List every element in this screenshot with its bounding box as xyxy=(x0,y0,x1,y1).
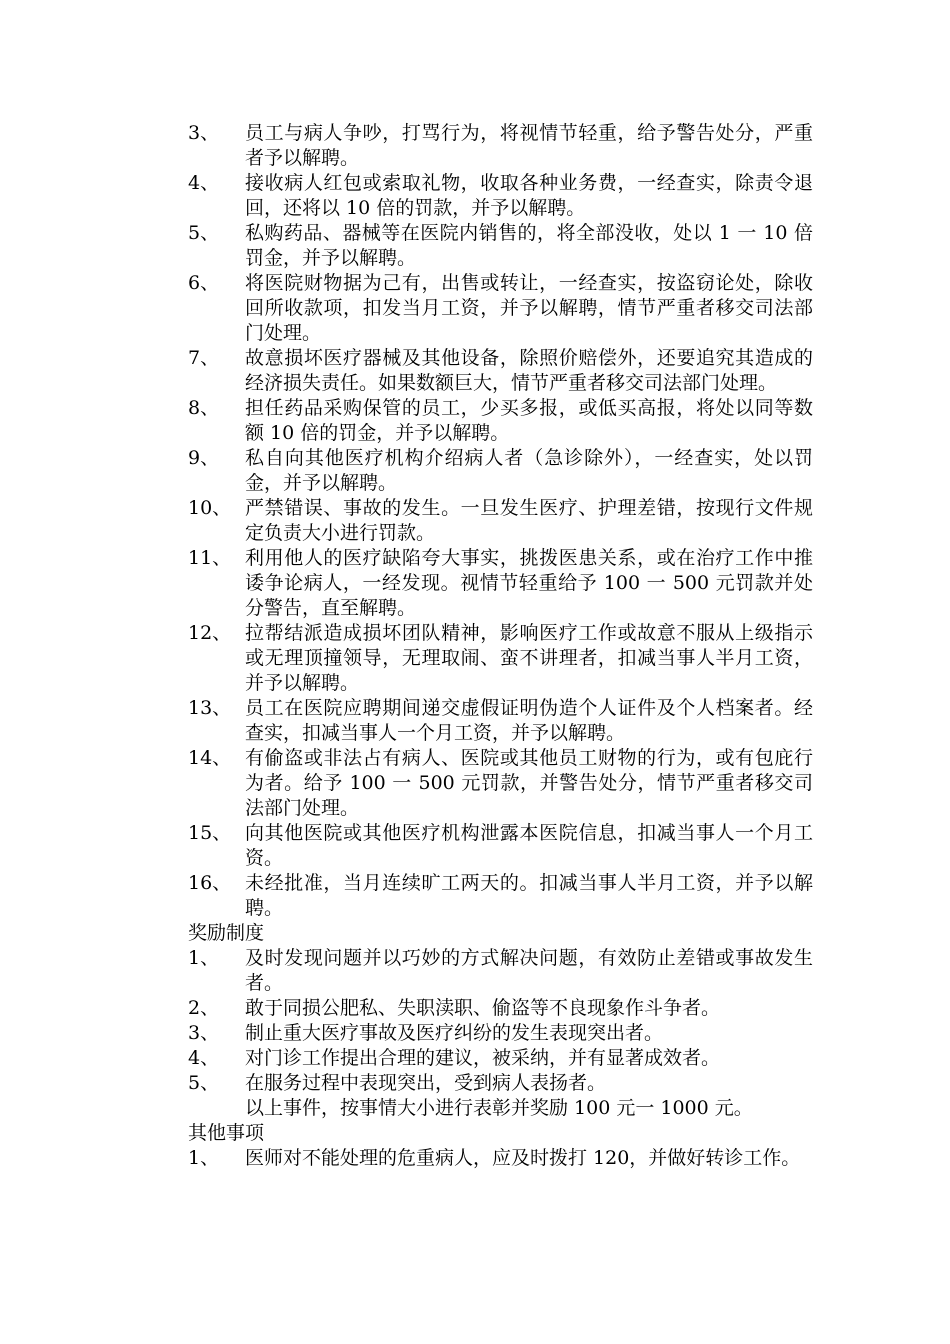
other-list xyxy=(188,1146,813,1171)
item-text: 及时发现问题并以巧妙的方式解决问题，有效防止差错或事故发生者。 xyxy=(245,947,813,994)
item-text: 向其他医院或其他医疗机构泄露本医院信息，扣减当事人一个月工资。 xyxy=(245,822,813,869)
item-text: 员工与病人争吵，打骂行为，将视情节轻重，给予警告处分，严重者予以解聘。 xyxy=(245,122,813,169)
item-number: 4、 xyxy=(188,1047,220,1069)
list-item xyxy=(188,996,813,1021)
item-text: 对门诊工作提出合理的建议，被采纳，并有显著成效者。 xyxy=(245,1047,721,1069)
item-text: 在服务过程中表现突出，受到病人表扬者。 xyxy=(245,1072,607,1094)
item-text: 将医院财物据为己有，出售或转让，一经查实，按盗窃论处，除收回所收款项，扣发当月工资，并予以解聘，情节严重者移交司法部门处理。 xyxy=(245,272,813,344)
item-text: 员工在医院应聘期间递交虚假证明伪造个人证件及个人档案者。经查实，扣减当事人一个月工资，并予以解聘。 xyxy=(245,697,813,744)
item-text: 私购药品、器械等在医院内销售的，将全部没收，处以 1 一 10 倍罚金，并予以解聘。 xyxy=(245,222,813,269)
item-number: 10、 xyxy=(188,497,232,519)
item-number: 9、 xyxy=(188,447,220,469)
list-item xyxy=(188,821,813,871)
list-item xyxy=(188,946,813,996)
item-text: 医师对不能处理的危重病人，应及时拨打 120，并做好转诊工作。 xyxy=(245,1147,801,1169)
item-text: 未经批准，当月连续旷工两天的。扣减当事人半月工资，并予以解聘。 xyxy=(245,872,813,919)
list-item xyxy=(188,396,813,446)
item-number: 16、 xyxy=(188,872,232,894)
item-number: 15、 xyxy=(188,822,232,844)
list-item xyxy=(188,621,813,696)
item-text: 敢于同损公肥私、失职渎职、偷盗等不良现象作斗争者。 xyxy=(245,997,721,1019)
item-number: 3、 xyxy=(188,1022,220,1044)
item-number: 8、 xyxy=(188,397,220,419)
list-item xyxy=(188,121,813,171)
item-number: 1、 xyxy=(188,947,220,969)
item-number: 4、 xyxy=(188,172,220,194)
item-text: 制止重大医疗事故及医疗纠纷的发生表现突出者。 xyxy=(245,1022,664,1044)
item-number: 6、 xyxy=(188,272,220,294)
item-number: 12、 xyxy=(188,622,232,644)
item-text: 利用他人的医疗缺陷夸大事实，挑拨医患关系，或在治疗工作中推诿争论病人，一经发现。视情节轻重给予 100 一 500 元罚款并处分警告，直至解聘。 xyxy=(245,547,813,619)
list-item xyxy=(188,871,813,921)
list-item xyxy=(188,1146,813,1171)
reward-list xyxy=(188,946,813,1096)
document-page xyxy=(188,121,813,1171)
item-text: 拉帮结派造成损坏团队精神，影响医疗工作或故意不服从上级指示或无理顶撞领导，无理取闹、蛮不讲理者，扣减当事人半月工资，并予以解聘。 xyxy=(245,622,813,694)
list-item xyxy=(188,496,813,546)
item-number: 5、 xyxy=(188,1072,220,1094)
item-number: 7、 xyxy=(188,347,220,369)
item-number: 2、 xyxy=(188,997,220,1019)
item-number: 1、 xyxy=(188,1147,220,1169)
section-heading-other: 其他事项 xyxy=(188,1122,265,1144)
item-text: 接收病人红包或索取礼物，收取各种业务费，一经查实，除责令退回，还将以 10 倍的罚款，并予以解聘。 xyxy=(245,172,813,219)
list-item xyxy=(188,1071,813,1096)
list-item xyxy=(188,746,813,821)
list-item xyxy=(188,171,813,221)
list-item xyxy=(188,1021,813,1046)
item-number: 5、 xyxy=(188,222,220,244)
item-text: 故意损坏医疗器械及其他设备，除照价赔偿外，还要追究其造成的经济损失责任。如果数额巨大，情节严重者移交司法部门处理。 xyxy=(245,347,813,394)
item-text: 担任药品采购保管的员工，少买多报，或低买高报，将处以同等数额 10 倍的罚金，并予以解聘。 xyxy=(245,397,813,444)
item-number: 14、 xyxy=(188,747,232,769)
list-item xyxy=(188,1046,813,1071)
reward-note: 以上事件，按事情大小进行表彰并奖励 100 元一 1000 元。 xyxy=(245,1097,753,1119)
list-item xyxy=(188,346,813,396)
item-text: 私自向其他医疗机构介绍病人者（急诊除外），一经查实，处以罚金，并予以解聘。 xyxy=(245,447,813,494)
list-item xyxy=(188,446,813,496)
list-item xyxy=(188,696,813,746)
list-item xyxy=(188,221,813,271)
list-item xyxy=(188,271,813,346)
list-item xyxy=(188,546,813,621)
item-number: 11、 xyxy=(188,547,232,569)
item-text: 严禁错误、事故的发生。一旦发生医疗、护理差错，按现行文件规定负责大小进行罚款。 xyxy=(245,497,813,544)
item-number: 3、 xyxy=(188,122,220,144)
item-text: 有偷盗或非法占有病人、医院或其他员工财物的行为，或有包庇行为者。给予 100 一 500 元罚款，并警告处分，情节严重者移交司法部门处理。 xyxy=(245,747,813,819)
section-heading-rewards: 奖励制度 xyxy=(188,922,265,944)
item-number: 13、 xyxy=(188,697,232,719)
discipline-list xyxy=(188,121,813,921)
